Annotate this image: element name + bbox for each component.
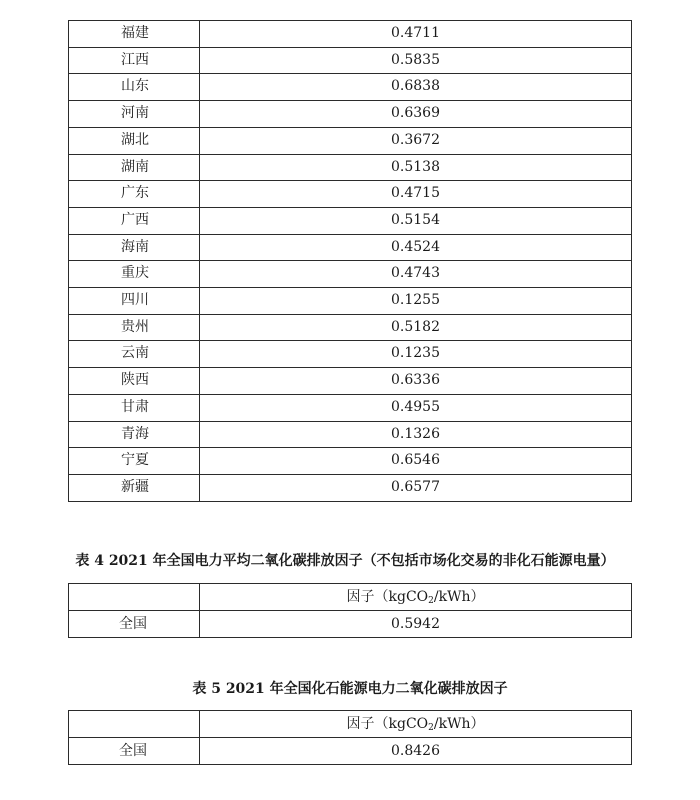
province-name: 江西	[69, 47, 200, 74]
province-row	[69, 127, 632, 154]
table5-header-text: 因子（kgCO	[346, 716, 429, 732]
province-name: 广西	[69, 207, 200, 234]
province-factor-value: 0.4524	[200, 234, 632, 261]
province-factor-value: 0.6577	[200, 474, 632, 501]
province-factor-value: 0.5138	[200, 154, 632, 181]
table4-row	[69, 611, 632, 638]
province-table-body	[69, 21, 632, 502]
province-row	[69, 368, 632, 395]
province-factor-value: 0.5835	[200, 47, 632, 74]
table4-header-row	[69, 584, 632, 611]
province-factor-value: 0.4955	[200, 394, 632, 421]
table5-header-unit	[200, 711, 632, 738]
province-name: 山东	[69, 74, 200, 101]
province-name: 陕西	[69, 368, 200, 395]
province-row	[69, 288, 632, 315]
province-row	[69, 314, 632, 341]
province-row	[69, 74, 632, 101]
table4-header-subscript: 2	[428, 596, 434, 606]
province-factor-value: 0.3672	[200, 127, 632, 154]
province-row	[69, 474, 632, 501]
province-row	[69, 421, 632, 448]
province-name: 贵州	[69, 314, 200, 341]
province-factor-value: 0.6369	[200, 101, 632, 128]
province-factor-value: 0.6546	[200, 448, 632, 475]
province-name: 广东	[69, 181, 200, 208]
province-factor-value: 0.6336	[200, 368, 632, 395]
province-row	[69, 448, 632, 475]
province-name: 青海	[69, 421, 200, 448]
province-row	[69, 47, 632, 74]
table4-row-label: 全国	[69, 611, 200, 638]
province-factor-value: 0.5154	[200, 207, 632, 234]
province-factor-value: 0.1255	[200, 288, 632, 315]
province-row	[69, 181, 632, 208]
province-row	[69, 261, 632, 288]
table4-row-value: 0.5942	[200, 611, 632, 638]
table5-header-suffix: /kWh）	[433, 716, 485, 732]
table5-header-subscript: 2	[428, 723, 434, 733]
table5-row	[69, 738, 632, 765]
table4-header-blank	[69, 584, 200, 611]
province-name: 河南	[69, 101, 200, 128]
province-factor-value: 0.1235	[200, 341, 632, 368]
province-name: 宁夏	[69, 448, 200, 475]
province-row	[69, 21, 632, 48]
table5-header-blank	[69, 711, 200, 738]
province-row	[69, 394, 632, 421]
province-factor-value: 0.6838	[200, 74, 632, 101]
province-row	[69, 234, 632, 261]
province-factor-value: 0.5182	[200, 314, 632, 341]
table4-caption: 表 4 2021 年全国电力平均二氧化碳排放因子（不包括市场化交易的非化石能源电量）	[75, 553, 615, 569]
table4-header-unit	[200, 584, 632, 611]
province-factor-value: 0.1326	[200, 421, 632, 448]
province-factor-value: 0.4743	[200, 261, 632, 288]
province-name: 云南	[69, 341, 200, 368]
province-factor-value: 0.4711	[200, 21, 632, 48]
province-name: 四川	[69, 288, 200, 315]
province-name: 甘肃	[69, 394, 200, 421]
table5-caption: 表 5 2021 年全国化石能源电力二氧化碳排放因子	[192, 681, 508, 697]
province-row	[69, 341, 632, 368]
province-name: 湖北	[69, 127, 200, 154]
table5-header-row	[69, 711, 632, 738]
province-factor-value: 0.4715	[200, 181, 632, 208]
table5-row-value: 0.8426	[200, 738, 632, 765]
province-name: 福建	[69, 21, 200, 48]
table5	[68, 710, 632, 765]
table4-header-text: 因子（kgCO	[346, 589, 429, 605]
province-name: 重庆	[69, 261, 200, 288]
table5-row-label: 全国	[69, 738, 200, 765]
table4-header-suffix: /kWh）	[433, 589, 485, 605]
table4	[68, 583, 632, 638]
province-row	[69, 154, 632, 181]
province-row	[69, 101, 632, 128]
province-name: 海南	[69, 234, 200, 261]
province-factor-table	[68, 20, 632, 502]
province-name: 新疆	[69, 474, 200, 501]
province-name: 湖南	[69, 154, 200, 181]
province-row	[69, 207, 632, 234]
